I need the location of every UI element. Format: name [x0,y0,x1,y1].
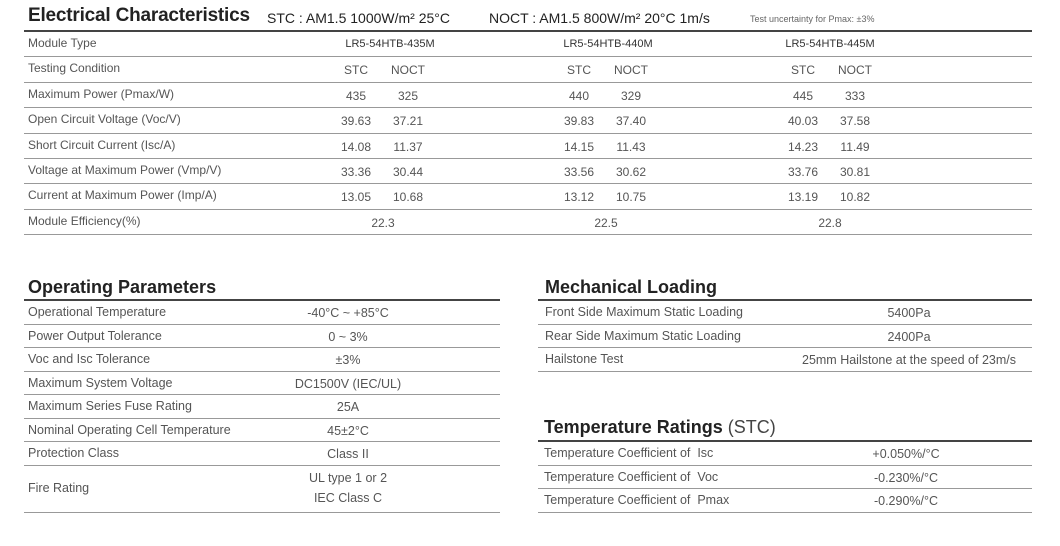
noct-value: 10.82 [839,190,871,205]
stc-header: STC [344,63,368,78]
stc-value: 33.36 [340,164,372,179]
noct-condition: NOCT : AM1.5 800W/m² 20°C 1m/s [489,10,710,26]
row-label: Protection Class [28,446,120,460]
mechanical-loading-section [538,277,1032,372]
row-label: Front Side Maximum Static Loading [545,305,744,319]
stc-value: 39.83 [563,114,595,129]
noct-value: 329 [620,88,642,103]
noct-value: 11.49 [840,139,870,154]
stc-value: 14.08 [340,139,372,154]
table-row-module-type [24,32,1032,57]
temperature-ratings-title-suffix: (STC) [727,417,776,437]
efficiency-value: 22.8 [818,215,842,230]
stc-value: 13.19 [787,190,819,205]
temperature-ratings-title [538,417,1032,440]
operating-parameters-section [24,277,500,513]
row-value: 0 ~ 3% [328,329,368,344]
table-row-voc-isc-tolerance [24,348,500,372]
noct-header: NOCT [614,63,648,78]
electrical-title: Electrical Characteristics [28,5,250,26]
stc-condition: STC : AM1.5 1000W/m² 25°C [267,10,450,26]
model-name: LR5-54HTB-445M [785,38,875,50]
row-value: ±3% [335,353,361,367]
stc-header: STC [791,63,815,78]
row-label: Current at Maximum Power (Imp/A) [28,188,217,203]
row-label: Nominal Operating Cell Temperature [28,422,231,437]
row-value [309,468,387,508]
row-value: 45±2°C [327,423,369,438]
electrical-header [24,4,1032,32]
noct-value: 37.40 [615,114,647,129]
stc-value: 14.15 [563,139,595,154]
table-row-power-output-tolerance [24,325,500,349]
noct-value: 333 [844,88,866,103]
stc-value: 39.63 [340,114,372,129]
row-label: Maximum Power (Pmax/W) [28,86,175,101]
row-value: -40°C ~ +85°C [307,306,389,320]
noct-value: 325 [397,88,419,103]
temperature-ratings-title-text: Temperature Ratings [544,417,723,437]
table-row-max-system-voltage [24,372,500,396]
row-value: 25mm Hailstone at the speed of 23m/s [801,353,1017,367]
row-value: DC1500V (IEC/UL) [294,376,402,391]
row-label: Voc and Isc Tolerance [28,352,151,366]
model-name: LR5-54HTB-440M [563,38,653,50]
stc-value: 440 [568,88,590,103]
table-row-max-power [24,83,1032,108]
row-label: Temperature Coefficient of Pmax [544,493,730,507]
table-row-protection-class [24,442,500,466]
efficiency-value: 22.5 [594,215,618,230]
row-label: Short Circuit Current (Isc/A) [28,137,176,152]
noct-value: 10.75 [615,190,647,205]
row-label: Fire Rating [28,480,90,495]
row-label: Module Efficiency(%) [28,213,141,228]
row-label: Open Circuit Voltage (Voc/V) [28,112,181,127]
table-row-temp-coeff-isc [538,442,1032,466]
electrical-table [24,32,1032,235]
table-row-noct [24,419,500,443]
table-row-max-series-fuse-rating [24,395,500,419]
table-row-rear-static-loading [538,325,1032,349]
row-label: Maximum System Voltage [28,375,173,390]
row-label: Module Type [28,36,97,50]
row-label: Power Output Tolerance [28,328,162,343]
table-row-testing-condition [24,57,1032,82]
table-row-current-at-max-power [24,184,1032,209]
table-row-module-efficiency [24,210,1032,235]
noct-value: 30.81 [839,164,871,179]
table-row-front-static-loading [538,301,1032,325]
stc-value: 435 [345,88,367,103]
row-value: 2400Pa [887,329,931,344]
stc-value: 33.56 [563,164,595,179]
table-row-short-circuit-current [24,134,1032,159]
table-row-temp-coeff-voc [538,466,1032,490]
table-row-voltage-at-max-power [24,159,1032,184]
stc-value: 445 [792,88,814,103]
test-uncertainty-note: Test uncertainty for Pmax: ±3% [750,14,875,24]
operating-parameters-title: Operating Parameters [28,277,217,297]
row-value: 5400Pa [887,306,931,320]
row-value: -0.290%/°C [873,494,939,508]
row-value: +0.050%/°C [872,447,940,461]
table-row-operational-temperature [24,301,500,325]
noct-value: 30.62 [615,164,647,179]
row-label: Operational Temperature [28,305,167,319]
table-row-open-circuit-voltage [24,108,1032,133]
noct-value: 37.21 [392,114,424,129]
stc-value: 33.76 [787,164,819,179]
noct-value: 30.44 [392,164,424,179]
row-value: Class II [327,447,369,461]
fire-rating-line-1: UL type 1 or 2 [308,470,388,485]
noct-header: NOCT [391,63,425,78]
table-row-hailstone-test [538,348,1032,372]
model-name: LR5-54HTB-435M [345,38,435,50]
row-label: Rear Side Maximum Static Loading [545,328,741,343]
table-row-fire-rating [24,466,500,513]
noct-value: 37.58 [839,114,871,129]
row-value: -0.230%/°C [873,470,939,485]
row-label: Temperature Coefficient of Voc [544,469,719,484]
temperature-ratings-section [538,417,1032,513]
stc-header: STC [567,63,591,78]
stc-value: 14.23 [787,139,819,154]
row-label: Temperature Coefficient of Isc [544,446,714,460]
noct-value: 10.68 [392,190,424,205]
row-label: Testing Condition [28,61,121,76]
noct-value: 11.43 [616,139,646,154]
fire-rating-line-2: IEC Class C [313,490,383,505]
efficiency-value: 22.3 [371,215,395,230]
stc-value: 13.12 [563,190,595,205]
row-label: Maximum Series Fuse Rating [28,399,192,413]
row-value: 25A [336,400,360,414]
row-label: Voltage at Maximum Power (Vmp/V) [28,162,222,177]
table-row-temp-coeff-pmax [538,489,1032,513]
stc-value: 40.03 [787,114,819,129]
mechanical-loading-title: Mechanical Loading [545,277,718,297]
noct-value: 11.37 [393,139,423,154]
stc-value: 13.05 [340,190,372,205]
noct-header: NOCT [838,63,872,78]
row-label: Hailstone Test [545,352,624,366]
